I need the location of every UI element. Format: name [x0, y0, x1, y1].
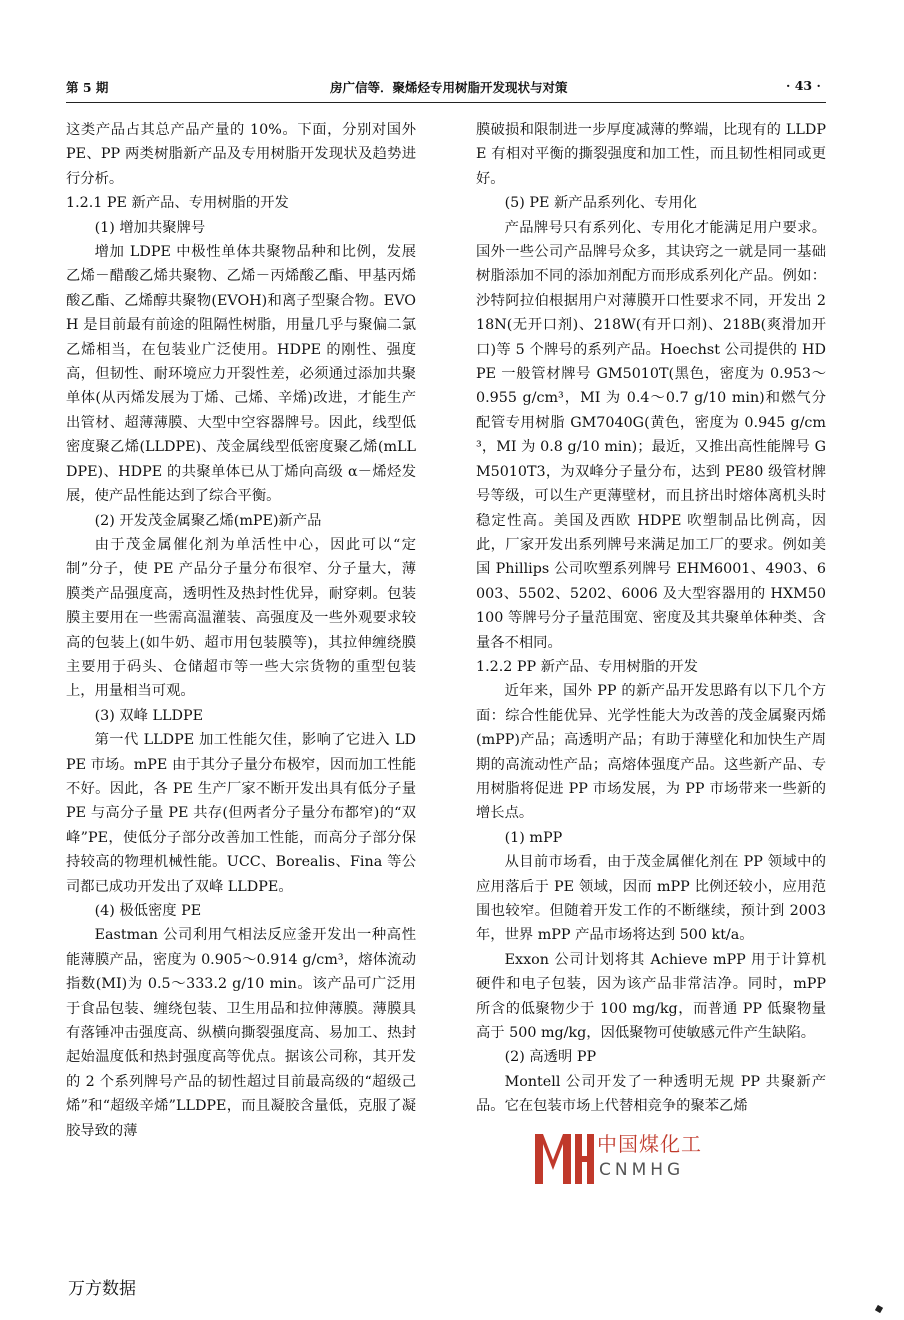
paragraph: 从目前市场看，由于茂金属催化剂在 PP 领域中的应用落后于 PE 领域，因而 mPP 比例还较小，应用范围也较窄。但随着开发工作的不断继续，预计到 2003 年，世界 mPP 产品市场将达到 500 kt/a。 — [476, 854, 826, 944]
paragraph: Eastman 公司利用气相法反应釜开发出一种高性能薄膜产品，密度为 0.905～0.914 g/cm³，熔体流动指数(MI)为 0.5～333.2 g/10 min。该产品可广泛用于食品包装、缠绕包装、卫生用品和拉伸薄膜。薄膜具有落锤冲击强度高、纵横向撕裂强度高、易加工、热封起始温度低和热封强度高等优点。据该公司称，其开发的 2 个系列牌号产品的韧性超过目前最高级的“超级己烯”和“超级辛烯”LLDPE，而且凝胶含量低，克服了凝胶导致的薄 — [66, 927, 416, 1139]
right-column — [476, 118, 826, 1119]
paragraph: 增加 LDPE 中极性单体共聚物品种和比例，发展乙烯－醋酸乙烯共聚物、乙烯－丙烯酸乙酯、甲基丙烯酸乙酯、乙烯醇共聚物(EVOH)和离子型聚合物。EVOH 是目前最有前途的阻隔性树脂，用量几乎与聚偏二氯乙烯相当，在包装业广泛使用。HDPE 的刚性、强度高，但韧性、耐环境应力开裂性差，必须通过添加共聚单体(从丙烯发展为丁烯、己烯、辛烯)改进，才能生产出管材、超薄薄膜、大型中空容器牌号。因此，线型低密度聚乙烯(LLDPE)、茂金属线型低密度聚乙烯(mLLDPE)、HDPE 的共聚单体已从丁烯向高级 α－烯烃发展，使产品性能达到了综合平衡。 — [66, 244, 416, 505]
paragraph: 第一代 LLDPE 加工性能欠佳，影响了它进入 LDPE 市场。mPE 由于其分子量分布极窄，因而加工性能不好。因此，各 PE 生产厂家不断开发出具有低分子量 PE 与高分子量 PE 共存(但两者分子量分布都窄)的“双峰”PE，使低分子部分改善加工性能，而高分子部分保持较高的物理机械性能。UCC、Borealis、Fina 等公司都已成功开发出了双峰 LLDPE。 — [66, 732, 416, 895]
cnmhg-logo-icon — [533, 1130, 595, 1188]
footer-source: 万方数据 — [68, 1279, 136, 1299]
issue-label: 第 5 期 — [66, 80, 109, 95]
watermark — [533, 1128, 733, 1188]
left-column — [66, 118, 416, 1143]
paragraph-continued: 这类产品占其总产品产量的 10%。下面，分别对国外 PE、PP 两类树脂新产品及专用树脂开发现状及趋势进行分析。 — [66, 122, 416, 187]
paragraph: Exxon 公司计划将其 Achieve mPP 用于计算机硬件和电子包装，因为该产品非常洁净。同时，mPP 所含的低聚物少于 100 mg/kg，而普通 PP 低聚物量高于 500 mg/kg，因低聚物可使敏感元件产生缺陷。 — [476, 951, 826, 1042]
corner-mark — [875, 1305, 883, 1313]
subsection-title: (5) PE 新产品系列化、专用化 — [504, 195, 697, 212]
subsection-title: (1) 增加共聚牌号 — [94, 219, 206, 236]
section-heading: 1.2.1 PE 新产品、专用树脂的开发 — [66, 195, 289, 212]
section-heading: 1.2.2 PP 新产品、专用树脂的开发 — [476, 658, 698, 675]
subsection-title: (4) 极低密度 PE — [94, 903, 202, 919]
subsection-title: (2) 高透明 PP — [504, 1049, 597, 1066]
subsection-title: (2) 开发茂金属聚乙烯(mPE)新产品 — [94, 512, 322, 529]
paragraph: Montell 公司开发了一种透明无规 PP 共聚新产品。它在包装市场上代替相竞争的聚苯乙烯 — [476, 1073, 826, 1115]
page-number: · 43 · — [786, 78, 821, 93]
watermark-en: CNMHG — [599, 1160, 685, 1180]
subsection-title: (1) mPP — [504, 829, 563, 846]
paragraph: 由于茂金属催化剂为单活性中心，因此可以“定制”分子，使 PE 产品分子量分布很窄、分子量大，薄膜类产品强度高，透明性及热封性优异，耐穿刺。包装膜主要用在一些需高温灌装、高强度及一些外观要求较高的包装上(如牛奶、超市用包装膜等)，其拉伸缠绕膜主要用于码头、仓储超市等一些大宗货物的重型包装上，用量相当可观。 — [66, 536, 416, 700]
subsection-title: (3) 双峰 LLDPE — [94, 707, 204, 724]
header-rule — [66, 102, 826, 103]
watermark-cn: 中国煤化工 — [597, 1128, 702, 1157]
paragraph: 产品牌号只有系列化、专用化才能满足用户要求。国外一些公司产品牌号众多，其诀窍之一就是同一基础树脂添加不同的添加剂配方而形成系列化产品。例如：沙特阿拉伯根据用户对薄膜开口性要求不同，开发出 218N(无开口剂)、218W(有开口剂)、218B(爽滑加开口)等 5 个牌号的系列产品。Hoechst 公司提供的 HDPE 一般管材牌号 GM5010T(黑色，密度为 0.953～0.955 g/cm³，MI 为 0.4～0.7 g/10 min)和燃气分配管专用树脂 GM7040G(黄色，密度为 0.945 g/cm³，MI 为 0.8 g/10 min)；最近，又推出高性能牌号 GM5010T3，为双峰分子量分布，达到 PE80 级管材牌号等级，可以生产更薄壁材，而且挤出时熔体离机头时稳定性高。美国及西欧 HDPE 吹塑制品比例高，因此，厂家开发出系列牌号来满足加工厂的要求。例如美国 Phillips 公司吹塑系列牌号 EHM6001、4903、6003、5502、5202、6006 及大型容器用的 HXM50100 等牌号分子量范围宽、密度及其共聚单体种类、含量各不相同。 — [476, 219, 826, 651]
paragraph: 近年来，国外 PP 的新产品开发思路有以下几个方面：综合性能优异、光学性能大为改善的茂金属聚丙烯(mPP)产品；高透明产品；有助于薄壁化和加快生产周期的高流动性产品；高熔体强度产品。这些新产品、专用树脂将促进 PP 市场发展，为 PP 市场带来一些新的增长点。 — [476, 683, 826, 822]
paragraph-continued: 膜破损和限制进一步厚度减薄的弊端，比现有的 LLDPE 有相对平衡的撕裂强度和加工性，而且韧性相同或更好。 — [476, 122, 826, 187]
running-title: 房广信等．聚烯烃专用树脂开发现状与对策 — [330, 80, 568, 95]
